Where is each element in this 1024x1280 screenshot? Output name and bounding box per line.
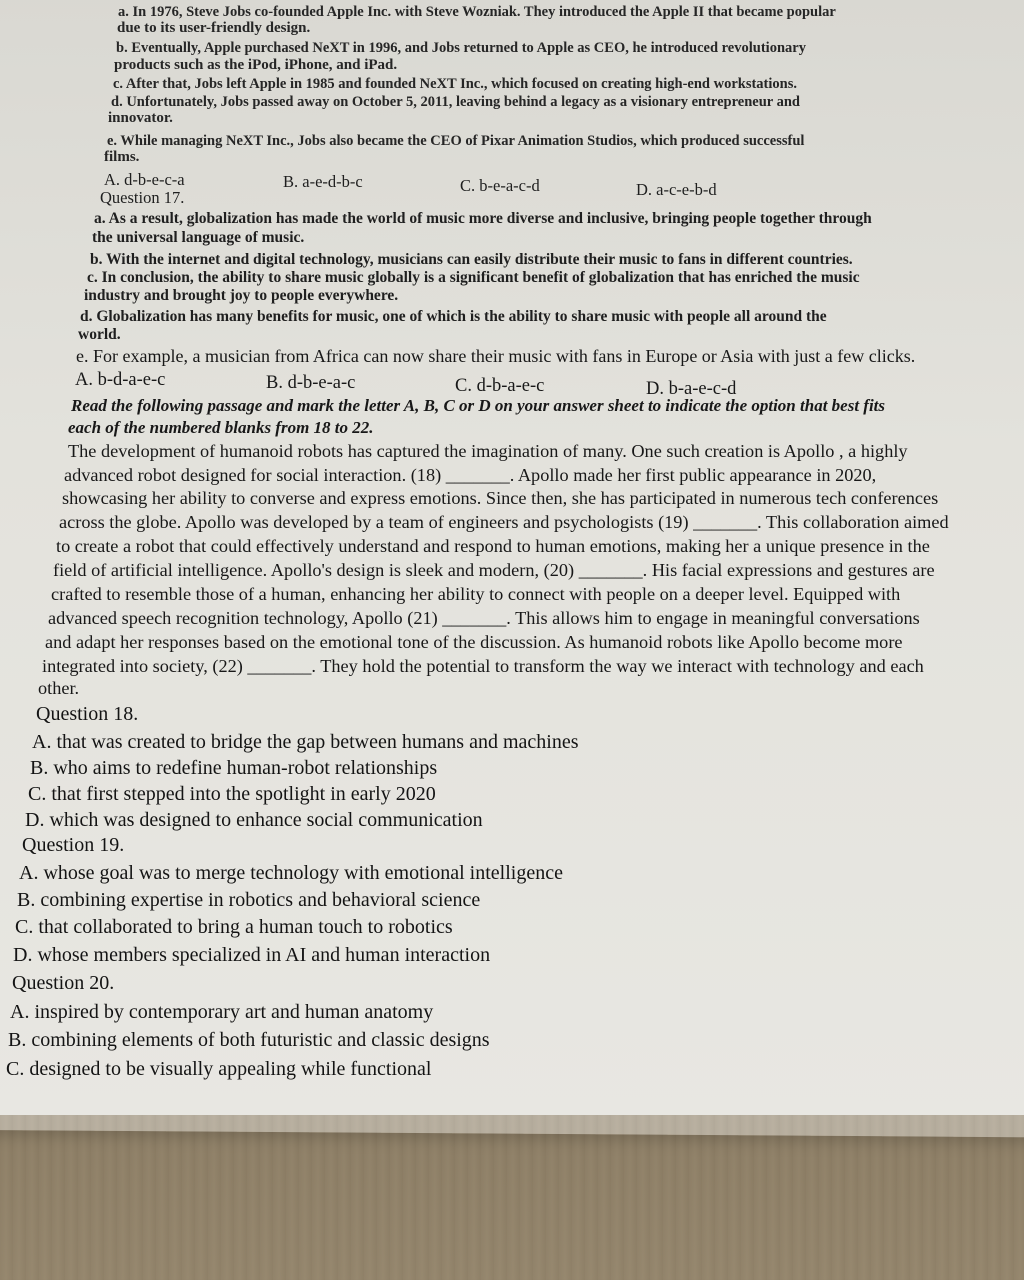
passage-line: other. <box>38 678 80 698</box>
passage-line: to create a robot that could effectively understand and respond to human emotions, making her a unique presence in the <box>56 536 930 556</box>
q16-item-b-line2: products such as the iPod, iPhone, and iPad. <box>114 57 398 73</box>
q16-option-b: B. a-e-d-b-c <box>283 172 363 191</box>
q17-option-d: D. b-a-e-c-d <box>646 379 737 399</box>
q19-option-a: A. whose goal was to merge technology with emotional intelligence <box>19 862 563 884</box>
q18-title: Question 18. <box>36 703 139 725</box>
q19-option-c: C. that collaborated to bring a human touch to robotics <box>15 916 453 938</box>
q20-option-a: A. inspired by contemporary art and human anatomy <box>10 1001 434 1023</box>
q16-item-d-line2: innovator. <box>108 110 173 126</box>
q18-option-d: D. which was designed to enhance social communication <box>25 809 483 831</box>
table-surface <box>0 1115 1024 1280</box>
q17-option-b: B. d-b-e-a-c <box>266 373 356 393</box>
instruction-line1: Read the following passage and mark the letter A, B, C or D on your answer sheet to indicate the option that best fits <box>71 396 886 415</box>
q17-item-c-line1: c. In conclusion, the ability to share music globally is a significant benefit of globalization that has enriched the music <box>87 269 860 286</box>
q17-title: Question 17. <box>100 188 185 207</box>
q17-item-d-line2: world. <box>78 326 121 343</box>
q19-option-d: D. whose members specialized in AI and human interaction <box>13 944 491 966</box>
passage-line: The development of humanoid robots has captured the imagination of many. One such creation is Apollo , a highly <box>68 441 908 461</box>
q16-item-e-line2: films. <box>104 149 140 165</box>
q17-item-e-line1: e. For example, a musician from Africa can now share their music with fans in Europe or Asia with just a few clicks. <box>76 346 916 366</box>
q16-item-b-line1: b. Eventually, Apple purchased NeXT in 1996, and Jobs returned to Apple as CEO, he introduced revolutionary <box>116 40 806 56</box>
q19-option-b: B. combining expertise in robotics and behavioral science <box>17 889 481 911</box>
q17-item-c-line2: industry and brought joy to people everywhere. <box>84 287 399 304</box>
passage-line: showcasing her ability to converse and express emotions. Since then, she has participated in numerous tech conferences <box>62 488 939 508</box>
passage-line: across the globe. Apollo was developed by a team of engineers and psychologists (19) _______. This collaboration aimed <box>59 512 949 532</box>
passage-line: and adapt her responses based on the emotional tone of the discussion. As humanoid robots like Apollo become more <box>45 632 903 652</box>
q18-option-c: C. that first stepped into the spotlight in early 2020 <box>28 783 436 805</box>
passage-line: field of artificial intelligence. Apollo's design is sleek and modern, (20) _______. His facial expressions and gestures are <box>53 560 935 580</box>
q18-option-b: B. who aims to redefine human-robot relationships <box>30 757 438 779</box>
passage-line: crafted to resemble those of a human, enhancing her ability to connect with people on a deeper level. Equipped with <box>51 584 901 604</box>
q16-item-a-line1: a. In 1976, Steve Jobs co-founded Apple Inc. with Steve Wozniak. They introduced the Apple II that became popular <box>118 4 836 20</box>
q17-option-c: C. d-b-a-e-c <box>455 376 545 396</box>
q16-item-c-line1: c. After that, Jobs left Apple in 1985 and founded NeXT Inc., which focused on creating high-end workstations. <box>113 76 797 92</box>
passage-line: advanced speech recognition technology, Apollo (21) _______. This allows him to engage in meaningful conversations <box>48 608 920 628</box>
q20-option-b: B. combining elements of both futuristic and classic designs <box>8 1029 490 1051</box>
q16-option-c: C. b-e-a-c-d <box>460 176 540 195</box>
q16-option-d: D. a-c-e-b-d <box>636 180 717 199</box>
q17-item-a-line1: a. As a result, globalization has made the world of music more diverse and inclusive, bringing people together through <box>94 210 872 227</box>
instruction-line2: each of the numbered blanks from 18 to 22. <box>68 418 374 437</box>
q17-item-a-line2: the universal language of music. <box>92 229 305 246</box>
q16-item-e-line1: e. While managing NeXT Inc., Jobs also became the CEO of Pixar Animation Studios, which produced successful <box>107 133 805 149</box>
q17-item-b-line1: b. With the internet and digital technology, musicians can easily distribute their music to fans in different countries. <box>90 251 853 268</box>
q16-item-d-line1: d. Unfortunately, Jobs passed away on October 5, 2011, leaving behind a legacy as a visionary entrepreneur and <box>111 94 800 110</box>
q20-title: Question 20. <box>12 972 115 994</box>
passage-line: integrated into society, (22) _______. They hold the potential to transform the way we interact with technology and each <box>42 656 924 676</box>
q17-item-d-line1: d. Globalization has many benefits for music, one of which is the ability to share music with people all around the <box>80 308 827 325</box>
q19-title: Question 19. <box>22 834 125 856</box>
q18-option-a: A. that was created to bridge the gap between humans and machines <box>32 731 579 753</box>
q16-option-a: A. d-b-e-c-a <box>104 170 185 189</box>
q17-option-a: A. b-d-a-e-c <box>75 370 166 390</box>
passage-line: advanced robot designed for social interaction. (18) _______. Apollo made her first public appearance in 2020, <box>64 465 877 485</box>
q16-item-a-line2: due to its user-friendly design. <box>117 20 311 36</box>
q20-option-c: C. designed to be visually appealing while functional <box>6 1058 432 1080</box>
